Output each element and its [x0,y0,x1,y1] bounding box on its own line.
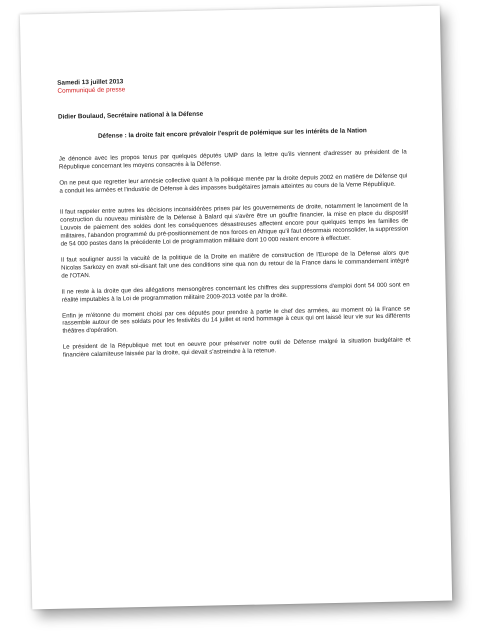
paragraph-4: Il faut souligner aussi la vacuité de la politique de la Droite en matière de construction de l'Europe de la Défense alors que Nicolas Sarkozy en avait soi-disant fait une des conditions sine qua non du retour de la France dans le commandement intégré de l'OTAN. [60,249,410,280]
document-page [20,6,452,610]
paragraph-5: Il ne reste à la droite que des allégations mensongères concernant les chiffres des suppressions d'emploi dont 54 000 sont en réalité imputables à la Loi de programmation militaire 2009-2013 votée par la droite. [61,281,410,304]
document-author: Didier Boulaud, Secrétaire national à la Défense [57,110,204,121]
document-type: Communiqué de presse [57,86,126,95]
paragraph-7: Le président de la République met tout en oeuvre pour préserver notre outil de Défense malgré la situation budgétaire et financière calamiteuse laissée par la droite, qui devait s'astreindre à la retenue. [62,336,411,359]
document-date: Samedi 13 juillet 2013 [57,78,124,87]
paragraph-2: On ne peut que regretter leur amnésie collective quant à la politique menée par la droite depuis 2002 en matière de Défense qui a conduit les armées et l'industrie de Défense à des impasses budgétaires jamais atteintes au cours de la Veme République. [59,172,408,195]
paragraph-1: Je dénonce avec les propos tenus par quelques députés UMP dans la lettre qu'ils viennent d'adresser au président de la République concernant les moyens consacrés à la Défense. [58,148,407,171]
document-content [57,72,411,367]
paragraph-3: Il faut rappeler entre autres les décisions inconsidérées prises par les gouvernements de droite, notamment le lancement de la construction du nouveau ministère de la Défense à Balard qui s'avère être un gouffre financier, la mise en place du dispositif Louvois de paiement des soldes dont les conséquences désastreuses affectent encore pour quelques temps les familles de militaires, l'abandon programmé du pré-positionnement de nos forces en Afrique qu'il faut désormais reconsolider, la suppression de 54 000 postes dans la précédente Loi de programmation militaire dont 10 000 restent encore à effectuer. [59,201,409,248]
paragraph-6: Enfin je m'étonne du moment choisi par ces députés pour prendre à partie le chef des armées, au moment où la France se rassemble autour de ses soldats pour les festivités du 14 juillet et rend hommage à ceux qui ont laissé leur vie sur les différents théâtres d'opération. [62,304,411,335]
document-headline: Défense : la droite fait encore prévaloir l'esprit de polémique sur les intérêts de la Nation [97,127,367,140]
